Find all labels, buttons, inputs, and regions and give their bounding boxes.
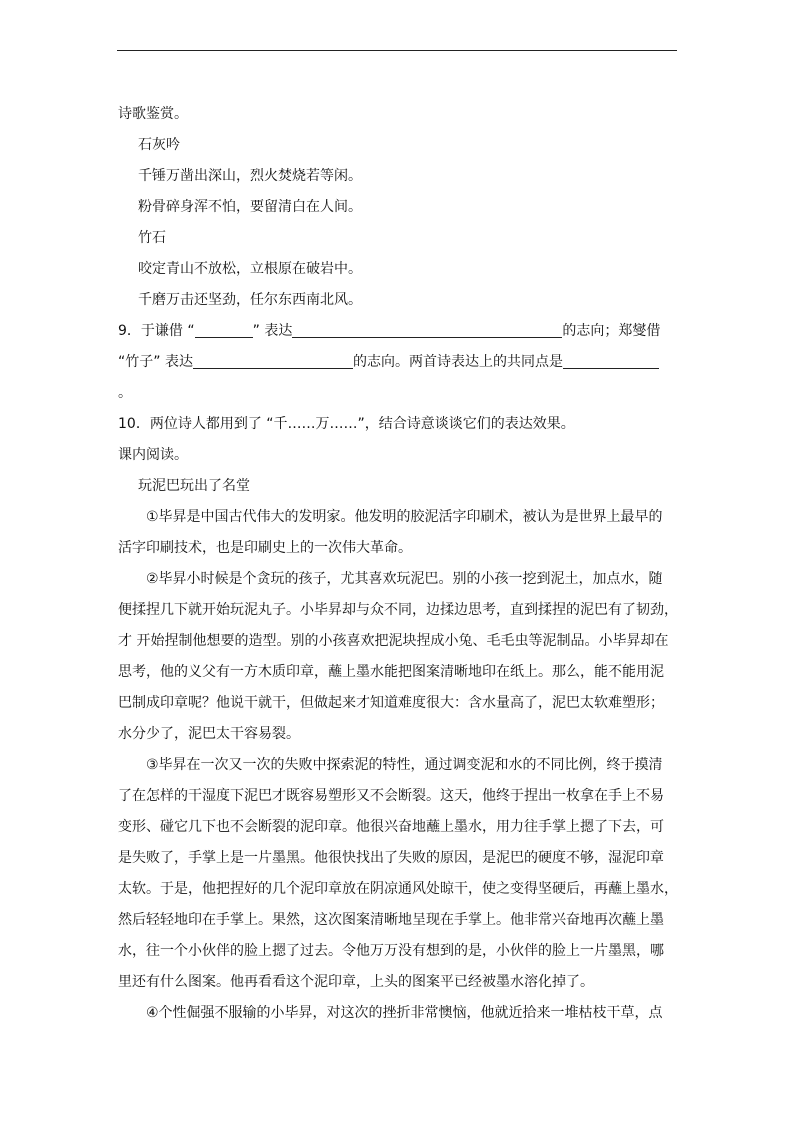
- question-9-line2: [118, 347, 678, 378]
- question-10: 10．两位诗人都用到了 “千……万……”，结合诗意谈谈它们的表达效果。: [118, 416, 575, 432]
- paragraph-line: 太软。于是，他把捏好的几个泥印章放在阴凉通风处晾干，使之变得坚硬后，再蘸上墨水，: [118, 881, 678, 897]
- document-body: [118, 99, 678, 1029]
- question-9-line3: 。: [118, 385, 132, 401]
- paragraph-line: 了在怎样的干湿度下泥巴才既容易塑形又不会断裂。这天，他终于捏出一枚拿在手上不易: [118, 788, 664, 804]
- paragraph-line: 巴制成印章呢？他说干就干，但做起来才知道难度很大：含水量高了，泥巴太软难塑形；: [118, 695, 664, 711]
- article-title: 玩泥巴玩出了名堂: [138, 478, 250, 494]
- paragraph-line: ①毕昇是中国古代伟大的发明家。他发明的胶泥活字印刷术，被认为是世界上最早的: [146, 509, 663, 525]
- paragraph-line: 活字印刷技术，也是印刷史上的一次伟大革命。: [118, 540, 412, 556]
- q9-text: ” 表达: [252, 323, 293, 339]
- answer-blank[interactable]: [563, 351, 659, 369]
- paragraph-line: 是失败了，手掌上是一片墨黑。他很快找出了失败的原因，是泥巴的硬度不够，湿泥印章: [118, 850, 664, 866]
- question-9-line1: [118, 316, 678, 347]
- paragraph-line: 便揉捏几下就开始玩泥丸子。小毕昇却与众不同，边揉边思考，直到揉捏的泥巴有了韧劲，: [118, 602, 678, 618]
- poem2-title: 竹石: [138, 230, 166, 246]
- paragraph-line: 里还有什么图案。他再看看这个泥印章，上头的图案平已经被墨水溶化掉了。: [118, 974, 594, 990]
- paragraph-line: 才 开始捏制他想要的造型。别的小孩喜欢把泥块捏成小兔、毛毛虫等泥制品。小毕昇却在: [118, 633, 669, 649]
- q9-text: 的志向。两首诗表达上的共同点是: [352, 354, 563, 370]
- poem1-title: 石灰吟: [138, 137, 180, 153]
- paragraph-line: ④个性倔强不服输的小毕昇，对这次的挫折非常懊恼，他就近拾来一堆枯枝干草，点: [146, 1005, 663, 1021]
- paragraph-line: ③毕昇在一次又一次的失败中探索泥的特性，通过调变泥和水的不同比例，终于摸清: [146, 757, 663, 773]
- poem2-line: 千磨万击还坚劲，任尔东西南北风。: [138, 292, 362, 308]
- section-heading-reading: 课内阅读。: [118, 447, 188, 463]
- poem2-line: 咬定青山不放松，立根原在破岩中。: [138, 261, 362, 277]
- q9-text: 的志向；郑燮借: [562, 323, 661, 339]
- poem1-line: 粉骨碎身浑不怕，要留清白在人间。: [138, 199, 362, 215]
- paragraph-line: 然后轻轻地印在手掌上。果然，这次图案清晰地呈现在手掌上。他非常兴奋地再次蘸上墨: [118, 912, 664, 928]
- answer-blank[interactable]: [193, 351, 353, 369]
- q9-text: “竹子” 表达: [118, 354, 193, 370]
- paragraph-line: ②毕昇小时候是个贪玩的孩子，尤其喜欢玩泥巴。别的小孩一挖到泥土，加点水，随: [146, 571, 663, 587]
- q9-text: 9．于谦借 “: [118, 323, 195, 339]
- paragraph-line: 水，往一个小伙伴的脸上摁了过去。令他万万没有想到的是，小伙伴的脸上一片墨黑，哪: [118, 943, 664, 959]
- paragraph-line: 水分少了，泥巴太干容易裂。: [118, 726, 300, 742]
- header-rule: [117, 50, 677, 51]
- answer-blank[interactable]: [195, 320, 253, 338]
- section-heading-poem: 诗歌鉴赏。: [118, 106, 188, 122]
- paragraph-line: 变形、碰它几下也不会断裂的泥印章。他很兴奋地蘸上墨水，用力往手掌上摁了下去，可: [118, 819, 664, 835]
- poem1-line: 千锤万凿出深山，烈火焚烧若等闲。: [138, 168, 362, 184]
- answer-blank[interactable]: [292, 320, 562, 338]
- paragraph-line: 思考，他的义父有一方木质印章，蘸上墨水能把图案清晰地印在纸上。那么，能不能用泥: [118, 664, 664, 680]
